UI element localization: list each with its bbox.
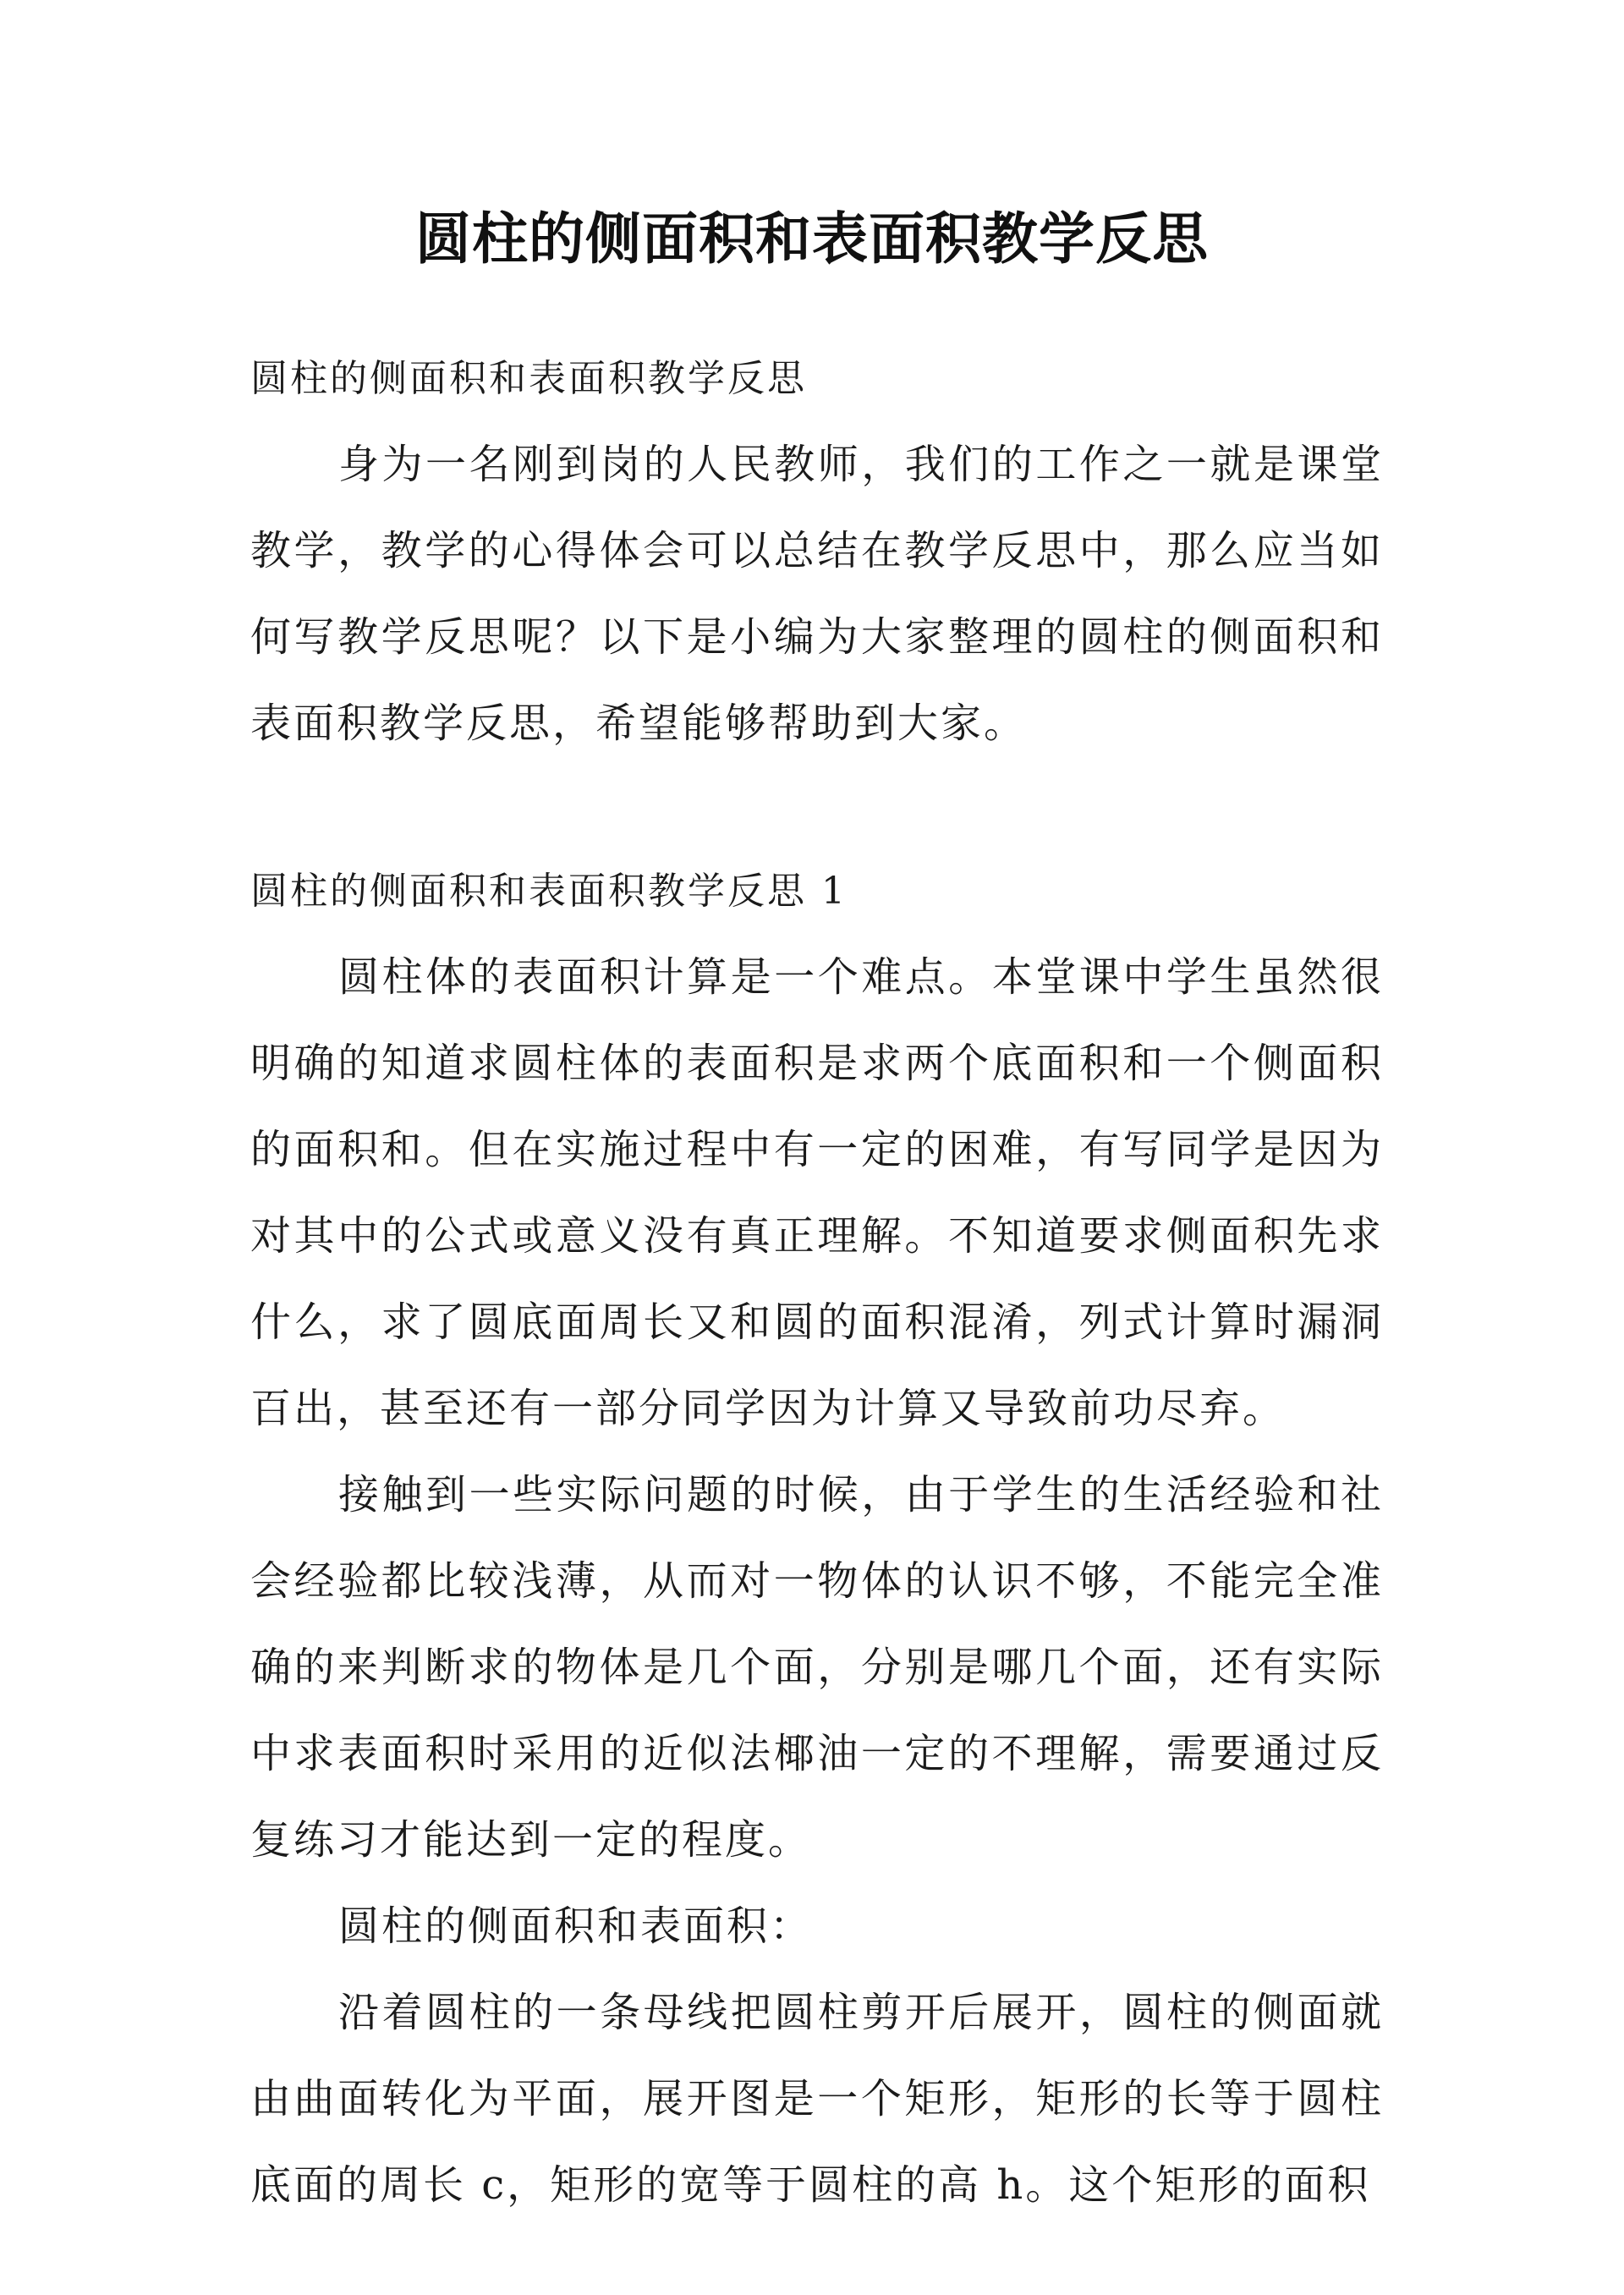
section1-paragraph-2: 接触到一些实际问题的时候，由于学生的生活经验和社会经验都比较浅薄，从而对一物体的认识不够，不能完全准确的来判断求的物体是几个面，分别是哪几个面，还有实际中求表面积时采用的近似法椰油一定的不理解，需要通过反复练习才能达到一定的程度。	[250, 1471, 1384, 1864]
section1-paragraph-3: 圆柱的侧面积和表面积：	[338, 1902, 814, 1950]
section-spacer	[250, 766, 1384, 849]
document-title: 圆柱的侧面积和表面积教学反思	[415, 206, 1209, 272]
intro-paragraph: 身为一名刚到岗的人民教师，我们的工作之一就是课堂教学，教学的心得体会可以总结在教学反思中，那么应当如何写教学反思呢？以下是小编为大家整理的圆柱的侧面积和表面积教学反思，希望能够帮助到大家。	[250, 441, 1384, 747]
section1-paragraph-1: 圆柱体的表面积计算是一个难点。本堂课中学生虽然很明确的知道求圆柱体的表面积是求两个底面积和一个侧面积的面积和。但在实施过程中有一定的困难，有写同学是因为对其中的公式或意义没有真正理解。不知道要求侧面积先求什么，求了圆底面周长又和圆的面积混淆，列式计算时漏洞百出，甚至还有一部分同学因为计算又导致前功尽弃。	[250, 953, 1384, 1432]
section1-paragraph-4: 沿着圆柱的一条母线把圆柱剪开后展开，圆柱的侧面就由曲面转化为平面，展开图是一个矩形，矩形的长等于圆柱底面的周长 c，矩形的宽等于圆柱的高 h。这个矩形的面积	[250, 1989, 1384, 2209]
document-body	[250, 337, 1384, 2228]
section1-heading: 圆柱的侧面积和表面积教学反思 1	[250, 870, 848, 913]
intro-heading: 圆柱的侧面积和表面积教学反思	[250, 357, 807, 400]
